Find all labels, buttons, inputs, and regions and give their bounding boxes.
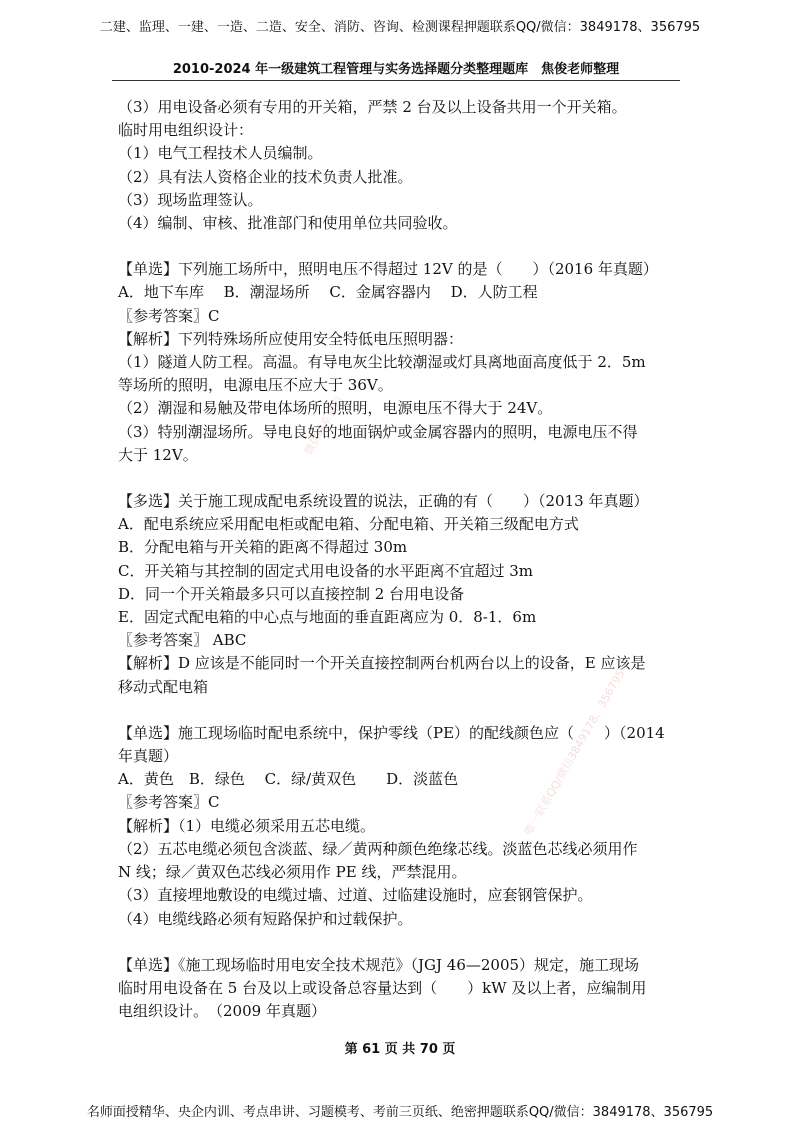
text-line: 【单选】下列施工场所中，照明电压不得超过 12V 的是（ ）（2016 年真题） (118, 260, 658, 279)
paragraph-gap (118, 235, 692, 258)
document-header: 2010-2024 年一级建筑工程管理与实务选择题分类整理题库 焦俊老师整理 (172, 62, 620, 77)
text-line: （1）电气工程技术人员编制。 (118, 144, 323, 163)
text-line: 【解析】下列特殊场所应使用安全特低电压照明器： (118, 329, 464, 348)
header-rule (112, 80, 680, 81)
text-line: A．黄色 B．绿色 C．绿/黄双色 D．淡蓝色 (118, 770, 459, 789)
text-line: 电组织设计。 （2009 年真题） (118, 1002, 326, 1021)
text-line: （2）具有法人资格企业的技术负责人批准。 (118, 167, 413, 186)
text-line: 移动式配电箱 (118, 677, 209, 696)
bottom-banner: 名师面授精华、央企内训、考点串讲、习题模考、考前三页纸、绝密押题联系QQ/微信：3849178、356795 (86, 1105, 714, 1120)
text-line: 〖参考答案〗C (118, 306, 220, 325)
watermark: 唯一联系QQ/微信3849178、356795 (521, 667, 628, 838)
text-line: D．同一个开关箱最多只可以直接控制 2 台用电设备 (118, 584, 465, 603)
text-line: （2）潮湿和易触及带电体场所的照明，电源电压不得大于 24V。 (118, 399, 553, 418)
text-line: （3）特别潮湿场所。导电良好的地面锅炉或金属容器内的照明，电源电压不得 (118, 422, 638, 441)
watermark: 微信联系微信 (301, 393, 346, 458)
document-body (118, 96, 692, 1023)
text-line: （4）编制、审核、批准部门和使用单位共同验收。 (118, 214, 458, 233)
page-number: 第 61 页 共 70 页 (344, 1042, 456, 1057)
text-line: 临时用电设备在 5 台及以上或设备总容量达到（ ）kW 及以上者，应编制用 (118, 978, 647, 997)
text-line: B．分配电箱与开关箱的距离不得超过 30m (118, 538, 408, 557)
text-line: （3）用电设备必须有专用的开关箱，严禁 2 台及以上设备共用一个开关箱。 (118, 98, 627, 116)
text-line: 大于 12V。 (118, 445, 198, 464)
text-line: （1）隧道人防工程。高温。有导电灰尘比较潮湿或灯具离地面高度低于 2．5m (118, 353, 646, 372)
text-line: （3）直接埋地敷设的电缆过墙、过道、过临建设施时，应套钢管保护。 (118, 886, 593, 905)
text-line: （4）电缆线路必须有短路保护和过载保护。 (118, 909, 413, 928)
text-line: 年真题） (118, 747, 179, 766)
text-line: 临时用电组织设计： (118, 121, 254, 140)
text-line: 【单选】《施工现场临时用电安全技术规范》（JGJ 46—2005）规定，施工现场 (118, 955, 640, 974)
text-line: 〖参考答案〗C (118, 793, 220, 812)
text-line: E．固定式配电箱的中心点与地面的垂直距离应为 0．8-1．6m (118, 608, 537, 627)
paragraph-gap (118, 931, 692, 954)
text-line: 〖参考答案〗 ABC (118, 631, 247, 650)
text-line: 【解析】（1）电缆必须采用五芯电缆。 (118, 816, 376, 835)
text-line: N 线；绿／黄双色芯线必须用作 PE 线，严禁混用。 (118, 863, 467, 882)
paragraph-gap (118, 467, 692, 490)
text-line: （3）现场监理签认。 (118, 190, 263, 209)
text-line: A．配电系统应采用配电柜或配电箱、分配电箱、开关箱三级配电方式 (118, 515, 579, 534)
top-banner: 二建、监理、一建、一造、二造、安全、消防、咨询、检测课程押题联系QQ/微信：3849178、356795 (99, 20, 701, 35)
text-line: C．开关箱与其控制的固定式用电设备的水平距离不宜超过 3m (118, 561, 534, 580)
text-line: A．地下车库 B．潮湿场所 C．金属容器内 D．人防工程 (118, 283, 538, 302)
text-line: 等场所的照明，电源电压不应大于 36V。 (118, 376, 393, 395)
text-line: 【多选】关于施工现成配电系统设置的说法，正确的有（ ）（2013 年真题） (118, 492, 649, 511)
text-line: （2）五芯电缆必须包含淡蓝、绿／黄两种颜色绝缘芯线。淡蓝色芯线必须用作 (118, 839, 638, 858)
text-line: 【单选】施工现场临时配电系统中，保护零线（PE）的配线颜色应（ ）（2014 (118, 723, 665, 742)
text-line: 【解析】D 应该是不能同时一个开关直接控制两台机两台以上的设备，E 应该是 (118, 654, 646, 673)
